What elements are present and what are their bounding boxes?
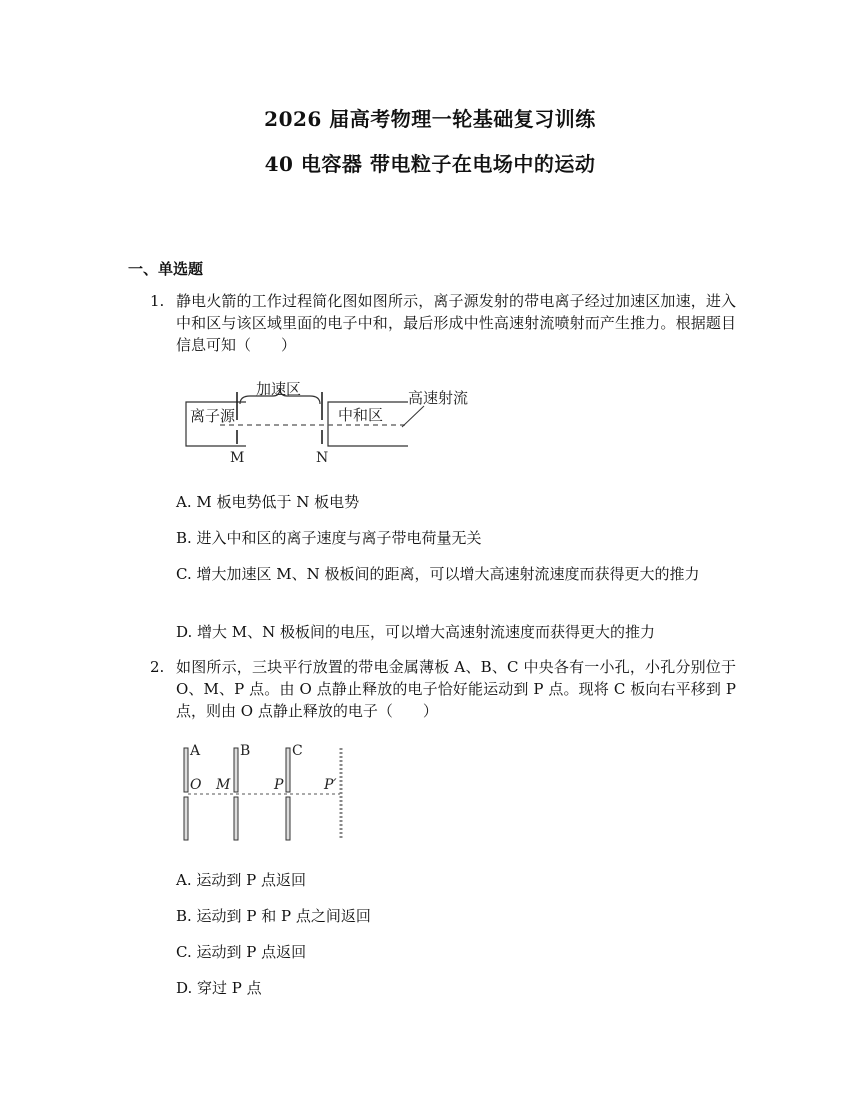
question-2-option-d: D. 穿过 P 点 (176, 979, 262, 997)
parallel-plates-figure (178, 740, 358, 844)
question-1-text: 静电火箭的工作过程简化图如图所示，离子源发射的带电离子经过加速区加速，进入中和区与该区域里面的电子中和，最后形成中性高速射流喷射而产生推力。根据题目信息可知（ ） (176, 292, 736, 354)
plate-c-label: C (292, 743, 303, 759)
plate-n-label: N (316, 450, 329, 466)
question-2-number: 2. (150, 658, 165, 676)
question-2-option-c: C. 运动到 P 点返回 (176, 943, 307, 961)
question-1-option-a: A. M 板电势低于 N 板电势 (176, 493, 360, 511)
point-m-label: M (216, 777, 231, 793)
accel-zone-label: 加速区 (256, 380, 302, 398)
point-p-label: P (274, 777, 284, 793)
plate-a-label: A (190, 743, 201, 759)
plate-b-label: B (240, 743, 251, 759)
question-2-option-b: B. 运动到 P 和 P 点之间返回 (176, 907, 371, 925)
section-heading: 一、单选题 (128, 260, 204, 278)
point-p-prime-label: P′ (324, 777, 337, 793)
question-2-text: 如图所示，三块平行放置的带电金属薄板 A、B、C 中央各有一小孔，小孔分别位于 O、M、P 点。由 O 点静止释放的电子恰好能运动到 P 点。现将 C 板向右平移到 P 点，则由 O 点静止释放的电子（ ） (176, 658, 736, 720)
ion-source-label: 离子源 (190, 407, 236, 425)
question-1-option-d: D. 增大 M、N 极板间的电压，可以增大高速射流速度而获得更大的推力 (176, 623, 656, 641)
question-1-number: 1. (150, 292, 165, 310)
document-title: 2026 届高考物理一轮基础复习训练 (264, 107, 596, 131)
question-1-option-b: B. 进入中和区的离子速度与离子带电荷量无关 (176, 529, 482, 547)
question-2-option-a: A. 运动到 P 点返回 (176, 871, 306, 889)
point-o-label: O (190, 777, 202, 793)
jet-label: 高速射流 (408, 389, 469, 407)
plate-m-label: M (230, 450, 245, 466)
ion-thruster-figure (180, 378, 490, 468)
document-subtitle: 40 电容器 带电粒子在电场中的运动 (264, 152, 596, 176)
question-1-option-c: C. 增大加速区 M、N 极板间的距离，可以增大高速射流速度而获得更大的推力 (176, 565, 700, 583)
neutral-zone-label: 中和区 (338, 406, 384, 424)
